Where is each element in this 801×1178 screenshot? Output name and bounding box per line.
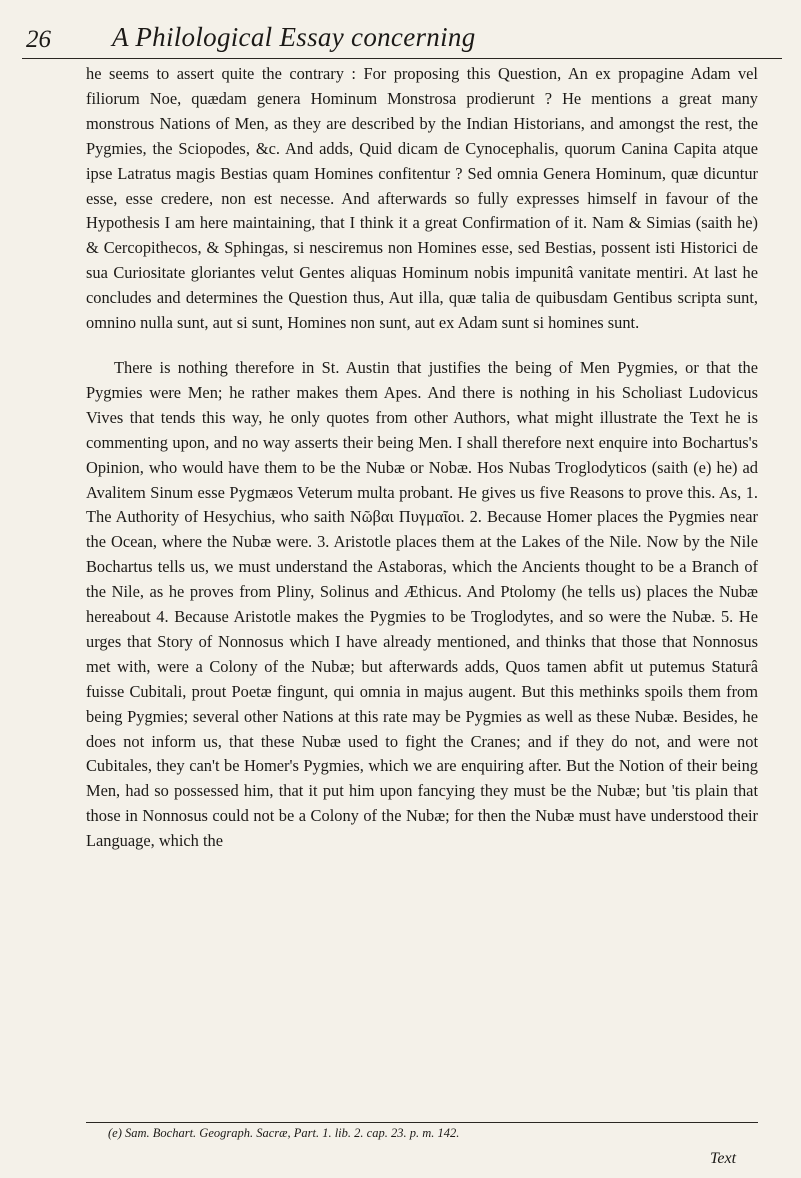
footnote-rule (86, 1122, 758, 1123)
header-rule (22, 58, 782, 59)
footnote: (e) Sam. Bochart. Geograph. Sacræ, Part. 1. lib. 2. cap. 23. p. m. 142. (108, 1126, 460, 1140)
paragraph-bochartus: There is nothing therefore in St. Austin that justifies the being of Men Pygmies, or that the Pygmies were Men; he rather makes them Apes. And there is nothing in his Scholiast Ludovicus Vives that tends this way, he only quotes from other Authors, what might illustrate the Text he is commenting upon, and no way asserts their being Men. I shall therefore next enquire into Bochartus's Opinion, who would have them to be the Nubæ or Nobæ. Hos Nubas Troglodyticos (saith (e) he) ad Avalitem Sinum esse Pygmæos Veterum multa probant. He gives us five Reasons to prove this. As, 1. The Authority of Hesychius, who saith Νῶβαι Πυγμαῖοι. 2. Because Homer places the Pygmies near the Ocean, where the Nubæ were. 3. Aristotle places them at the Lakes of the Nile. Now by the Nile Bochartus tells us, we must understand the Astaboras, which the Ancients thought to be a Branch of the Nile, as he proves from Pliny, Solinus and Æthicus. And Ptolomy (he tells us) places the Nubæ hereabout 4. Because Aristotle makes the Pygmies to be Troglodytes, and so were the Nubæ. 5. He urges that Story of Nonnosus which I have already mentioned, and thinks that those that Nonnosus met with, were a Colony of the Nubæ; but afterwards adds, Quos tamen abfit ut putemus Staturâ fuisse Cubitali, prout Poetæ fingunt, qui omnia in majus augent. But this methinks spoils them from being Pygmies; several other Nations at this rate may be Pygmies as well as these Nubæ. Besides, he does not inform us, that these Nubæ used to fight the Cranes; and if they do not, and were not Cubitales, they can't be Homer's Pygmies, which we are enquiring after. But the Notion of their being Men, had so possessed him, that it put him upon fancying they must be the Nubæ; but 'tis plain that those in Nonnosus could not be a Colony of the Nubæ; for then the Nubæ must have understood their Language, which the (86, 357, 758, 851)
running-title: A Philological Essay concerning (112, 22, 476, 52)
page-number: 26 (26, 26, 51, 53)
page-header (22, 14, 782, 58)
paragraph-austin-quote: he seems to assert quite the contrary : For proposing this Question, An ex propagine Adam vel filiorum Noe, quædam genera Hominum Monstrosa prodierunt ? He mentions a great many monstrous Nations of Men, as they are described by the Indian Historians, and amongst the rest, the Pygmies, the Sciopodes, &c. And adds, Quid dicam de Cynocephalis, quorum Canina Capita atque ipse Latratus magis Bestias quam Homines confitentur ? Sed omnia Genera Hominum, quæ dicuntur esse, esse credere, non est necesse. And afterwards so fully expresses himself in favour of the Hypothesis I am here maintaining, that I think it a great Confirmation of it. Nam & Simias (saith he) & Cercopithecos, & Sphingas, si nesciremus non Homines esse, sed Bestias, possent isti Historici de sua Curiositate gloriantes velut Gentes aliquas Hominum nobis impunitâ vanitate mentiri. At last he concludes and determines the Question thus, Aut illa, quæ talia de quibusdam Gentibus scripta sunt, omnino nulla sunt, aut si sunt, Homines non sunt, aut ex Adam sunt si homines sunt. (86, 64, 758, 333)
catchword: Text (710, 1150, 737, 1167)
body-text (86, 62, 758, 854)
